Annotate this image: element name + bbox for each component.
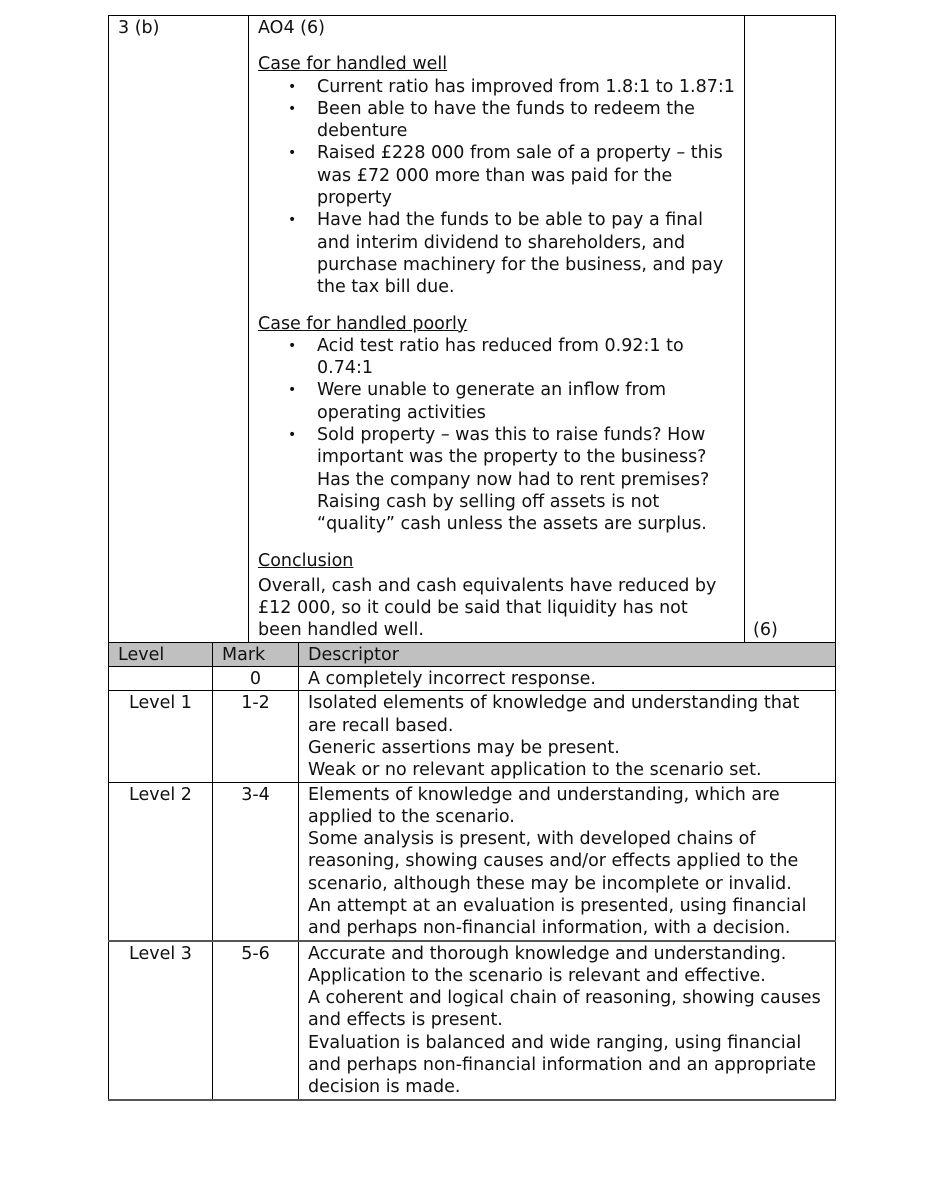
descriptor-line: Evaluation is balanced and wide ranging, using financial and perhaps non-financial information and an appropriate decision is made. bbox=[308, 1032, 817, 1098]
assessment-objective: AO4 (6) bbox=[258, 18, 325, 38]
conclusion-text: Overall, cash and cash equivalents have reduced by £12 000, so it could be said that liquidity has not been handled well. bbox=[258, 575, 717, 641]
table-row bbox=[109, 782, 836, 941]
descriptor-line: Elements of knowledge and understanding, which are applied to the scenario. bbox=[308, 784, 780, 827]
descriptor-cell bbox=[299, 941, 836, 1100]
level-cell: Level 1 bbox=[109, 691, 213, 782]
column-header-level: Level bbox=[109, 642, 213, 666]
table-row bbox=[109, 667, 836, 691]
column-header-descriptor: Descriptor bbox=[299, 642, 836, 666]
descriptor-line: Accurate and thorough knowledge and understanding. bbox=[308, 943, 787, 964]
list-item: • Sold property – was this to raise funds? How important was the property to the business? Has the company now had to rent premises? Raising cash by selling off assets is not “quality” cash unless the assets are surplus. bbox=[317, 424, 736, 535]
descriptor-line: Isolated elements of knowledge and understanding that are recall based. bbox=[308, 693, 800, 736]
descriptor-cell bbox=[299, 782, 836, 941]
marks-total: (6) bbox=[745, 16, 836, 643]
question-number: 3 (b) bbox=[109, 16, 249, 643]
table-row bbox=[109, 691, 836, 782]
level-cell: Level 2 bbox=[109, 782, 213, 941]
handled-well-list bbox=[258, 76, 736, 299]
descriptor-line: An attempt at an evaluation is presented, using financial and perhaps non-financial information, with a decision. bbox=[308, 895, 807, 939]
list-item: • Current ratio has improved from 1.8:1 to 1.87:1 bbox=[317, 76, 736, 98]
levels-table bbox=[108, 642, 836, 1101]
question-row bbox=[109, 16, 836, 643]
table-row bbox=[109, 941, 836, 1100]
list-item: • Acid test ratio has reduced from 0.92:1 to 0.74:1 bbox=[317, 335, 736, 380]
handled-poorly-list bbox=[258, 335, 736, 536]
descriptor-line: Generic assertions may be present. bbox=[308, 737, 620, 758]
level-cell: Level 3 bbox=[109, 941, 213, 1100]
column-header-mark: Mark bbox=[213, 642, 299, 666]
question-table bbox=[108, 15, 836, 643]
list-item: • Have had the funds to be able to pay a final and interim dividend to shareholders, and purchase machinery for the business, and pay the tax bill due. bbox=[317, 209, 736, 298]
mark-scheme-page bbox=[108, 15, 836, 1101]
descriptor-line: Some analysis is present, with developed chains of reasoning, showing causes and/or effects applied to the scenario, although these may be incomplete or invalid. bbox=[308, 829, 799, 894]
descriptor-line: Weak or no relevant application to the scenario set. bbox=[308, 760, 762, 781]
section-heading-handled-well: Case for handled well bbox=[258, 54, 448, 75]
descriptor-line: A coherent and logical chain of reasoning, showing causes and effects is present. bbox=[308, 988, 821, 1031]
mark-cell: 5-6 bbox=[213, 941, 299, 1100]
descriptor-cell bbox=[299, 691, 836, 782]
mark-cell: 3-4 bbox=[213, 782, 299, 941]
section-heading-handled-poorly: Case for handled poorly bbox=[258, 313, 468, 334]
conclusion-heading: Conclusion bbox=[258, 550, 354, 571]
list-item: • Were unable to generate an inflow from operating activities bbox=[317, 379, 736, 424]
level-cell bbox=[109, 667, 213, 691]
mark-cell: 1-2 bbox=[213, 691, 299, 782]
descriptor-line: Application to the scenario is relevant and effective. bbox=[308, 965, 766, 986]
levels-table-header bbox=[109, 642, 836, 666]
descriptor-cell bbox=[299, 667, 836, 691]
list-item: • Been able to have the funds to redeem the debenture bbox=[317, 98, 736, 143]
list-item: • Raised £228 000 from sale of a property – this was £72 000 more than was paid for the property bbox=[317, 142, 736, 209]
descriptor-line: A completely incorrect response. bbox=[308, 669, 596, 690]
indicative-content bbox=[249, 16, 745, 643]
mark-cell: 0 bbox=[213, 667, 299, 691]
